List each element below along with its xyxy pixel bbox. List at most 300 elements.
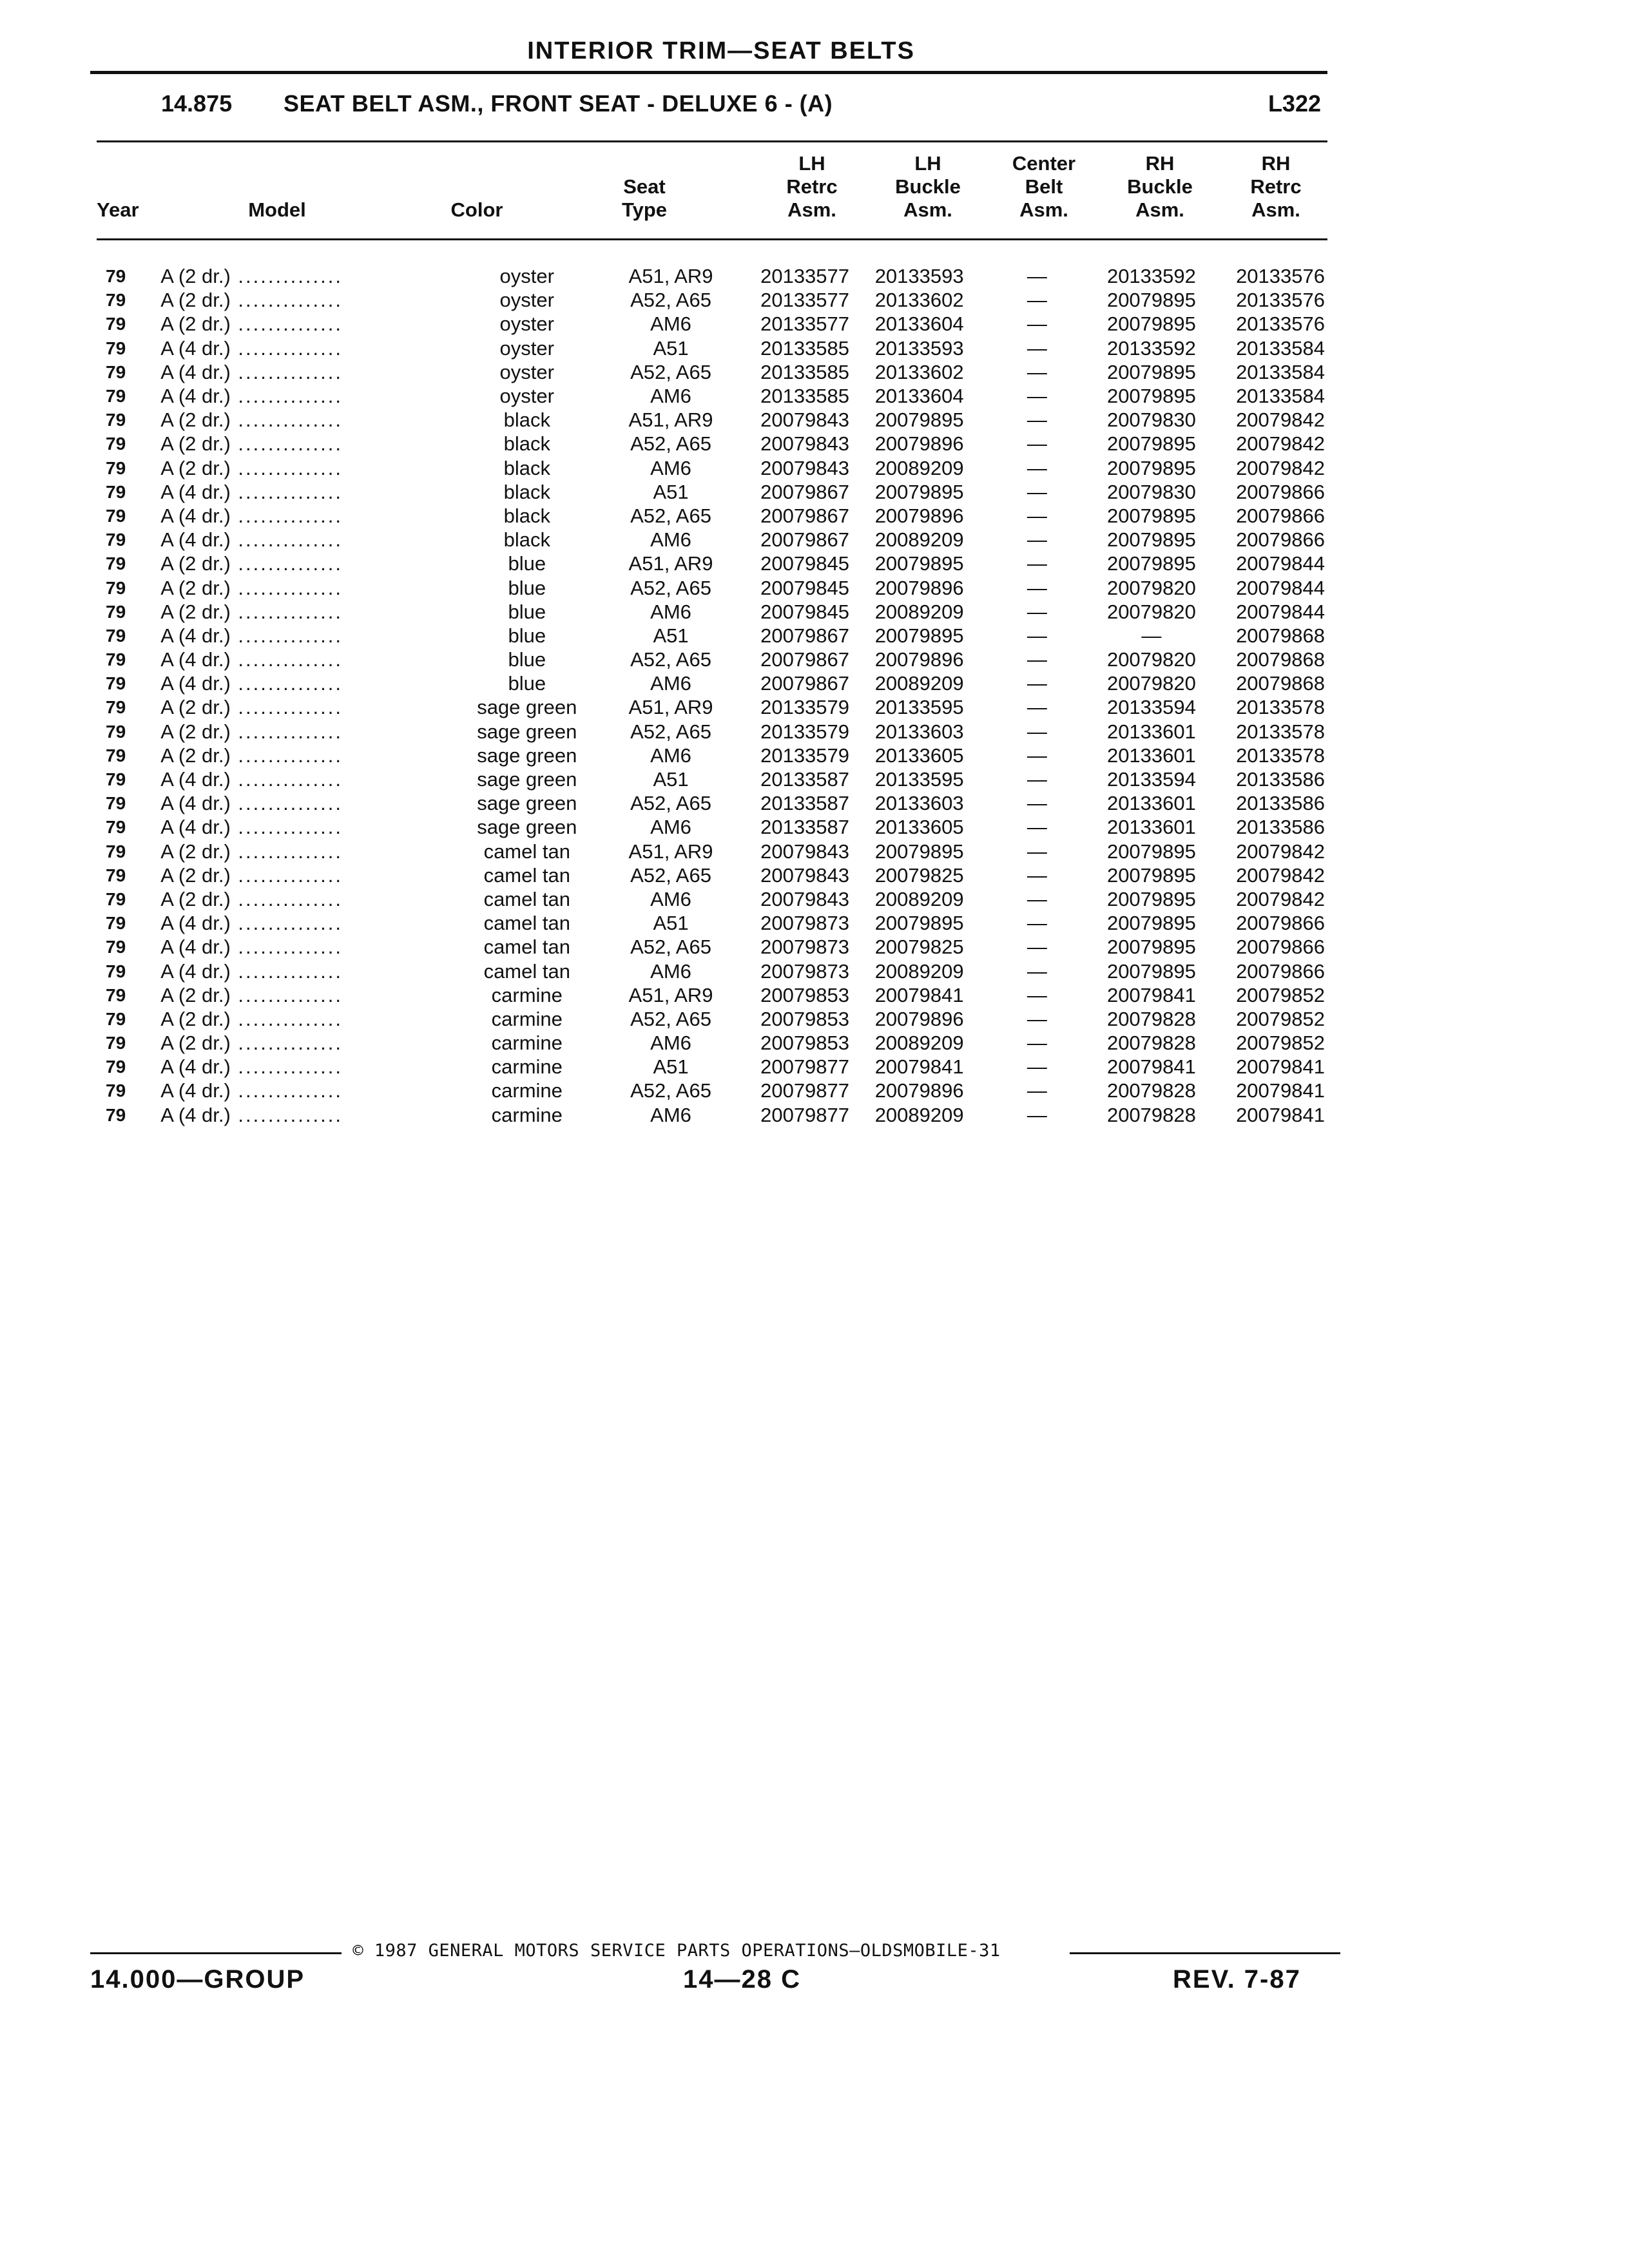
model-text: A (4 dr.) [160, 528, 231, 552]
year-cell: 79 [106, 625, 126, 646]
model-cell [151, 935, 461, 959]
center-belt-cell: — [1027, 385, 1047, 408]
color-cell: sage green [477, 696, 577, 719]
table-row [97, 600, 1327, 624]
seat-type-cell: AM6 [650, 1032, 691, 1055]
leader-dots: .............. [230, 816, 343, 839]
table-row [97, 1079, 1327, 1102]
leader-dots: .............. [230, 1055, 343, 1079]
rh-buckle-cell: 20079820 [1106, 576, 1196, 599]
lh-retrc-cell: 20079843 [760, 432, 850, 456]
seat-type-cell: A51 [653, 336, 689, 360]
model-cell [151, 600, 461, 624]
leader-dots: .............. [230, 1103, 343, 1126]
rh-buckle-cell: 20079828 [1106, 1079, 1196, 1102]
model-cell [151, 744, 461, 767]
year-cell: 79 [106, 410, 126, 430]
column-header-rule [97, 238, 1327, 240]
leader-dots: .............. [230, 1007, 343, 1030]
lh-retrc-cell: 20079877 [760, 1055, 850, 1079]
table-row [97, 480, 1327, 504]
year-cell: 79 [106, 937, 126, 957]
lh-buckle-cell: 20133605 [874, 816, 964, 839]
color-cell: sage green [477, 720, 577, 743]
leader-dots: .............. [230, 983, 343, 1006]
year-cell: 79 [106, 386, 126, 407]
column-header-center-belt: Center Belt Asm. [1012, 152, 1076, 221]
table-row [97, 695, 1327, 719]
rh-buckle-cell: 20079895 [1106, 959, 1196, 983]
model-text: A (2 dr.) [160, 983, 231, 1006]
rh-buckle-cell: 20133601 [1106, 792, 1196, 815]
rh-buckle-cell: 20133592 [1106, 336, 1196, 360]
lh-retrc-cell: 20079845 [760, 576, 850, 599]
rh-retrc-cell: 20133586 [1236, 768, 1325, 791]
section-title-rule [90, 71, 1327, 74]
lh-buckle-cell: 20133595 [874, 768, 964, 791]
column-header-lh-retrc: LH Retrc Asm. [786, 152, 838, 221]
year-cell: 79 [106, 457, 126, 478]
center-belt-cell: — [1027, 1055, 1047, 1079]
lh-retrc-cell: 20079873 [760, 912, 850, 935]
lh-retrc-cell: 20079853 [760, 1007, 850, 1030]
rh-buckle-cell: 20079895 [1106, 912, 1196, 935]
model-text: A (2 dr.) [160, 432, 231, 456]
leader-dots: .............. [230, 792, 343, 815]
model-text: A (4 dr.) [160, 936, 231, 959]
model-cell [151, 504, 461, 528]
leader-dots: .............. [230, 552, 343, 575]
table-row [97, 456, 1327, 480]
model-text: A (2 dr.) [160, 265, 231, 288]
seat-type-cell: A51 [653, 768, 689, 791]
color-cell: oyster [499, 360, 554, 383]
rh-buckle-cell: 20133594 [1106, 768, 1196, 791]
center-belt-cell: — [1027, 600, 1047, 623]
rh-retrc-cell: 20079844 [1236, 576, 1325, 599]
year-cell: 79 [106, 290, 126, 311]
model-cell [151, 360, 461, 384]
model-text: A (2 dr.) [160, 1007, 231, 1030]
model-text: A (4 dr.) [160, 336, 231, 360]
seat-type-cell: AM6 [650, 816, 691, 839]
center-belt-cell: — [1027, 576, 1047, 599]
rh-buckle-cell: 20133601 [1106, 816, 1196, 839]
center-belt-cell: — [1027, 863, 1047, 887]
table-row [97, 935, 1327, 959]
center-belt-cell: — [1027, 408, 1047, 432]
center-belt-cell: — [1027, 1007, 1047, 1030]
lh-buckle-cell: 20089209 [874, 1032, 964, 1055]
rh-retrc-cell: 20079844 [1236, 552, 1325, 575]
table-row [97, 744, 1327, 767]
table-row [97, 504, 1327, 528]
table-row [97, 791, 1327, 815]
footer-group: 14.000—GROUP [90, 1965, 305, 1994]
year-cell: 79 [106, 769, 126, 790]
center-belt-cell: — [1027, 959, 1047, 983]
lh-buckle-cell: 20133595 [874, 696, 964, 719]
leader-dots: .............. [230, 576, 343, 599]
model-text: A (4 dr.) [160, 912, 231, 935]
color-cell: camel tan [483, 887, 570, 910]
center-belt-cell: — [1027, 768, 1047, 791]
color-cell: carmine [491, 1032, 563, 1055]
model-cell [151, 1055, 461, 1079]
rh-buckle-cell: 20079828 [1106, 1032, 1196, 1055]
lh-retrc-cell: 20079843 [760, 456, 850, 479]
lh-buckle-cell: 20089209 [874, 600, 964, 623]
seat-type-cell: AM6 [650, 887, 691, 910]
rh-buckle-cell: 20079895 [1106, 863, 1196, 887]
seat-type-cell: A52, A65 [630, 1007, 711, 1030]
rh-retrc-cell: 20079842 [1236, 432, 1325, 456]
column-header-seat-type: Seat Type [621, 175, 668, 221]
lh-buckle-cell: 20133603 [874, 792, 964, 815]
color-cell: carmine [491, 1103, 563, 1126]
model-text: A (2 dr.) [160, 408, 231, 432]
table-row [97, 720, 1327, 744]
leader-dots: .............. [230, 720, 343, 743]
model-text: A (2 dr.) [160, 887, 231, 910]
center-belt-cell: — [1027, 887, 1047, 910]
color-cell: black [503, 528, 550, 552]
seat-type-cell: A51 [653, 1055, 689, 1079]
leader-dots: .............. [230, 385, 343, 408]
model-text: A (2 dr.) [160, 600, 231, 623]
color-cell: camel tan [483, 863, 570, 887]
lh-retrc-cell: 20079845 [760, 552, 850, 575]
center-belt-cell: — [1027, 744, 1047, 767]
model-cell [151, 336, 461, 360]
year-cell: 79 [106, 745, 126, 765]
lh-buckle-cell: 20133593 [874, 336, 964, 360]
year-cell: 79 [106, 913, 126, 934]
table-row [97, 767, 1327, 791]
column-header-rh-retrc: RH Retrc Asm. [1250, 152, 1302, 221]
rh-retrc-cell: 20133584 [1236, 385, 1325, 408]
table-row [97, 1055, 1327, 1079]
lh-buckle-cell: 20089209 [874, 456, 964, 479]
leader-dots: .............. [230, 360, 343, 383]
model-cell [151, 720, 461, 744]
lh-buckle-cell: 20079895 [874, 480, 964, 503]
rh-buckle-cell: 20079828 [1106, 1007, 1196, 1030]
color-cell: blue [508, 672, 546, 695]
seat-type-cell: AM6 [650, 312, 691, 336]
leader-dots: .............. [230, 624, 343, 647]
year-cell: 79 [106, 553, 126, 574]
table-row [97, 336, 1327, 360]
leader-dots: .............. [230, 648, 343, 671]
lh-retrc-cell: 20133587 [760, 792, 850, 815]
model-text: A (4 dr.) [160, 360, 231, 383]
parts-table-body [97, 264, 1327, 1127]
model-cell [151, 863, 461, 887]
rh-retrc-cell: 20079866 [1236, 528, 1325, 552]
footer-rule-right [1070, 1952, 1340, 1954]
table-row [97, 887, 1327, 911]
rh-buckle-cell: 20079830 [1106, 408, 1196, 432]
year-cell: 79 [106, 817, 126, 838]
rh-buckle-cell: 20133601 [1106, 744, 1196, 767]
lh-buckle-cell: 20089209 [874, 959, 964, 983]
table-row [97, 863, 1327, 887]
center-belt-cell: — [1027, 1103, 1047, 1126]
seat-type-cell: AM6 [650, 744, 691, 767]
lh-buckle-cell: 20079896 [874, 1007, 964, 1030]
leader-dots: .............. [230, 912, 343, 935]
model-cell [151, 983, 461, 1007]
model-text: A (4 dr.) [160, 385, 231, 408]
model-text: A (2 dr.) [160, 289, 231, 312]
rh-retrc-cell: 20133576 [1236, 265, 1325, 288]
color-cell: blue [508, 552, 546, 575]
model-text: A (4 dr.) [160, 504, 231, 527]
model-text: A (4 dr.) [160, 480, 231, 503]
rh-retrc-cell: 20079841 [1236, 1079, 1325, 1102]
lh-retrc-cell: 20133585 [760, 360, 850, 383]
year-cell: 79 [106, 985, 126, 1005]
rh-retrc-cell: 20133576 [1236, 312, 1325, 336]
model-cell [151, 528, 461, 552]
color-cell: camel tan [483, 936, 570, 959]
rh-retrc-cell: 20079852 [1236, 1032, 1325, 1055]
table-row [97, 624, 1327, 648]
rh-retrc-cell: 20079841 [1236, 1103, 1325, 1126]
center-belt-cell: — [1027, 672, 1047, 695]
model-text: A (2 dr.) [160, 720, 231, 743]
seat-type-cell: A52, A65 [630, 720, 711, 743]
color-cell: sage green [477, 744, 577, 767]
seat-type-cell: A51 [653, 480, 689, 503]
color-cell: carmine [491, 1055, 563, 1079]
model-cell [151, 1079, 461, 1102]
year-cell: 79 [106, 1008, 126, 1029]
rh-buckle-cell: 20079841 [1106, 1055, 1196, 1079]
table-row [97, 911, 1327, 935]
leader-dots: .............. [230, 312, 343, 336]
column-header-model: Model [248, 198, 306, 221]
model-cell [151, 288, 461, 312]
table-row [97, 288, 1327, 312]
lh-buckle-cell: 20079895 [874, 408, 964, 432]
rh-retrc-cell: 20133578 [1236, 696, 1325, 719]
seat-type-cell: A51, AR9 [628, 408, 713, 432]
rh-buckle-cell: 20133592 [1106, 265, 1196, 288]
year-cell: 79 [106, 314, 126, 334]
model-text: A (4 dr.) [160, 959, 231, 983]
seat-type-cell: A51, AR9 [628, 265, 713, 288]
rh-retrc-cell: 20079852 [1236, 1007, 1325, 1030]
lh-buckle-cell: 20133602 [874, 289, 964, 312]
model-cell [151, 959, 461, 983]
year-cell: 79 [106, 961, 126, 981]
table-row [97, 384, 1327, 408]
column-header-color: Color [450, 198, 503, 221]
rh-buckle-cell: 20079820 [1106, 672, 1196, 695]
item-code: L322 [1268, 90, 1321, 117]
year-cell: 79 [106, 434, 126, 454]
column-header-rh-buckle: RH Buckle Asm. [1127, 152, 1193, 221]
model-text: A (2 dr.) [160, 840, 231, 863]
section-title: INTERIOR TRIM—SEAT BELTS [527, 37, 915, 64]
color-cell: sage green [477, 816, 577, 839]
year-cell: 79 [106, 601, 126, 622]
model-cell [151, 791, 461, 815]
leader-dots: .............. [230, 1079, 343, 1102]
rh-retrc-cell: 20079868 [1236, 624, 1325, 647]
model-cell [151, 767, 461, 791]
year-cell: 79 [106, 505, 126, 526]
lh-retrc-cell: 20133577 [760, 312, 850, 336]
model-cell [151, 264, 461, 288]
rh-buckle-cell: 20079828 [1106, 1103, 1196, 1126]
year-cell: 79 [106, 673, 126, 694]
table-row [97, 1007, 1327, 1031]
model-cell [151, 456, 461, 480]
lh-buckle-cell: 20079895 [874, 912, 964, 935]
leader-dots: .............. [230, 528, 343, 552]
model-cell [151, 1031, 461, 1055]
seat-type-cell: A51, AR9 [628, 840, 713, 863]
lh-buckle-cell: 20079896 [874, 432, 964, 456]
lh-retrc-cell: 20133585 [760, 336, 850, 360]
lh-retrc-cell: 20079877 [760, 1103, 850, 1126]
table-row [97, 575, 1327, 599]
color-cell: camel tan [483, 959, 570, 983]
lh-retrc-cell: 20079867 [760, 528, 850, 552]
year-cell: 79 [106, 577, 126, 598]
rh-retrc-cell: 20079844 [1236, 600, 1325, 623]
lh-retrc-cell: 20079867 [760, 648, 850, 671]
model-cell [151, 1007, 461, 1031]
lh-buckle-cell: 20079895 [874, 552, 964, 575]
leader-dots: .............. [230, 959, 343, 983]
table-row [97, 528, 1327, 552]
color-cell: black [503, 432, 550, 456]
year-cell: 79 [106, 889, 126, 909]
center-belt-cell: — [1027, 696, 1047, 719]
seat-type-cell: A51 [653, 624, 689, 647]
rh-buckle-cell: 20079895 [1106, 312, 1196, 336]
center-belt-cell: — [1027, 456, 1047, 479]
rh-buckle-cell: 20079820 [1106, 600, 1196, 623]
lh-retrc-cell: 20079867 [760, 504, 850, 527]
color-cell: camel tan [483, 912, 570, 935]
color-cell: black [503, 504, 550, 527]
column-header-lh-buckle: LH Buckle Asm. [895, 152, 961, 221]
color-cell: camel tan [483, 840, 570, 863]
lh-retrc-cell: 20133579 [760, 696, 850, 719]
rh-buckle-cell: 20079895 [1106, 504, 1196, 527]
table-row [97, 959, 1327, 983]
model-text: A (2 dr.) [160, 576, 231, 599]
center-belt-cell: — [1027, 816, 1047, 839]
lh-retrc-cell: 20079845 [760, 600, 850, 623]
rh-buckle-cell: 20079895 [1106, 528, 1196, 552]
rh-buckle-cell: 20079895 [1106, 289, 1196, 312]
seat-type-cell: A51, AR9 [628, 696, 713, 719]
table-row [97, 840, 1327, 863]
table-row [97, 671, 1327, 695]
rh-buckle-cell: 20079895 [1106, 840, 1196, 863]
rh-retrc-cell: 20079868 [1236, 648, 1325, 671]
model-cell [151, 648, 461, 671]
lh-buckle-cell: 20079895 [874, 840, 964, 863]
model-cell [151, 575, 461, 599]
lh-buckle-cell: 20079841 [874, 983, 964, 1006]
rh-retrc-cell: 20133584 [1236, 360, 1325, 383]
lh-retrc-cell: 20133585 [760, 385, 850, 408]
leader-dots: .............. [230, 887, 343, 910]
color-cell: oyster [499, 385, 554, 408]
seat-type-cell: AM6 [650, 385, 691, 408]
leader-dots: .............. [230, 672, 343, 695]
rh-retrc-cell: 20079842 [1236, 840, 1325, 863]
model-cell [151, 480, 461, 504]
model-text: A (2 dr.) [160, 456, 231, 479]
color-cell: blue [508, 576, 546, 599]
leader-dots: .............. [230, 456, 343, 479]
lh-retrc-cell: 20079853 [760, 1032, 850, 1055]
model-text: A (4 dr.) [160, 648, 231, 671]
lh-buckle-cell: 20079825 [874, 936, 964, 959]
leader-dots: .............. [230, 840, 343, 863]
lh-retrc-cell: 20079843 [760, 840, 850, 863]
color-cell: sage green [477, 792, 577, 815]
rh-buckle-cell: 20079895 [1106, 432, 1196, 456]
rh-buckle-cell: 20079895 [1106, 385, 1196, 408]
rh-buckle-cell: 20079830 [1106, 480, 1196, 503]
leader-dots: .............. [230, 600, 343, 623]
lh-retrc-cell: 20133579 [760, 744, 850, 767]
lh-buckle-cell: 20079896 [874, 1079, 964, 1102]
rh-buckle-cell: — [1141, 624, 1162, 647]
model-cell [151, 312, 461, 336]
item-heading-rule [97, 140, 1327, 142]
center-belt-cell: — [1027, 360, 1047, 383]
center-belt-cell: — [1027, 1079, 1047, 1102]
color-cell: oyster [499, 265, 554, 288]
lh-retrc-cell: 20079867 [760, 480, 850, 503]
color-cell: black [503, 480, 550, 503]
lh-retrc-cell: 20079877 [760, 1079, 850, 1102]
rh-retrc-cell: 20133578 [1236, 720, 1325, 743]
model-text: A (4 dr.) [160, 1079, 231, 1102]
rh-buckle-cell: 20133594 [1106, 696, 1196, 719]
table-row [97, 312, 1327, 336]
center-belt-cell: — [1027, 983, 1047, 1006]
rh-retrc-cell: 20133586 [1236, 816, 1325, 839]
leader-dots: .............. [230, 744, 343, 767]
color-cell: black [503, 408, 550, 432]
table-row [97, 552, 1327, 575]
seat-type-cell: A52, A65 [630, 1079, 711, 1102]
seat-type-cell: AM6 [650, 600, 691, 623]
leader-dots: .............. [230, 936, 343, 959]
center-belt-cell: — [1027, 1032, 1047, 1055]
model-cell [151, 384, 461, 408]
model-cell [151, 911, 461, 935]
model-cell [151, 408, 461, 432]
item-number: 14.875 [161, 90, 233, 117]
item-description: SEAT BELT ASM., FRONT SEAT - DELUXE 6 - (A) [284, 90, 833, 117]
year-cell: 79 [106, 530, 126, 550]
center-belt-cell: — [1027, 624, 1047, 647]
color-cell: carmine [491, 1007, 563, 1030]
color-cell: blue [508, 648, 546, 671]
